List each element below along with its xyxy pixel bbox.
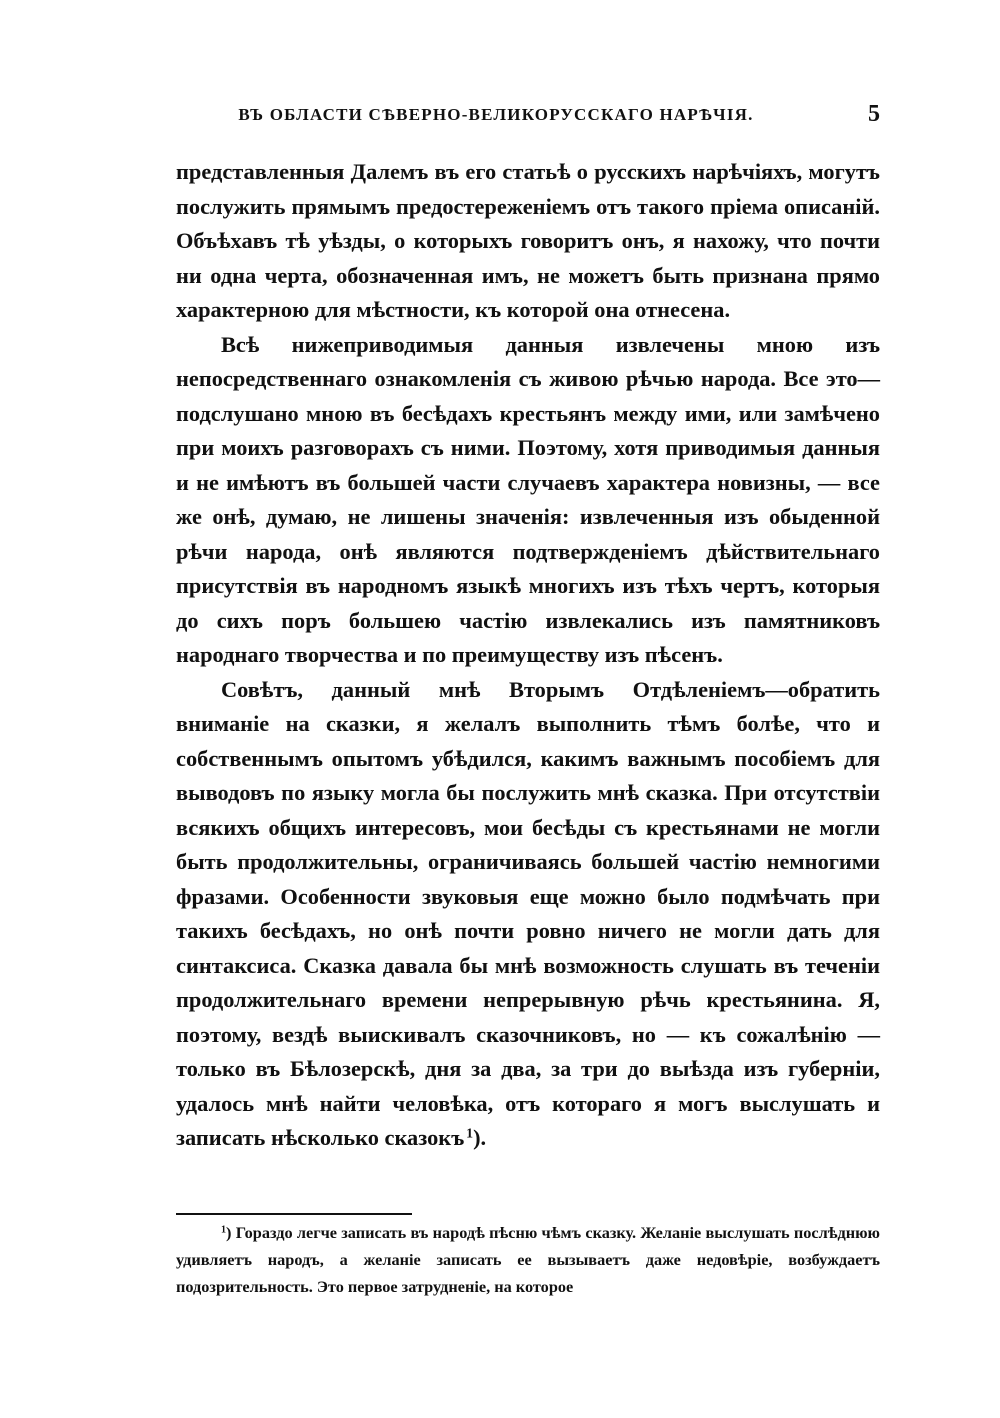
footnote-marker-close: ) — [226, 1223, 232, 1242]
page-number: 5 — [868, 101, 880, 127]
running-title: ВЪ ОБЛАСТИ СѢВЕРНО-ВЕЛИКОРУССКАГО НАРѢЧІЯ. — [238, 105, 754, 124]
footnote-marker: 1 — [221, 1224, 227, 1236]
footnote — [176, 1219, 880, 1300]
paragraph-3 — [176, 673, 880, 1156]
footnote-reference[interactable]: 1 — [466, 1126, 474, 1142]
footnote-text: Гораздо легче записать въ народѣ пѣсню чѣмъ сказку. Желаніе выслушать послѣднюю удивляетъ народъ, а желаніе записать ее вызываетъ даже недовѣріе, возбуждаетъ подозрительность. Это первое затрудненіе, на которое — [176, 1223, 880, 1296]
paragraph-3-tail: ). — [473, 1125, 487, 1150]
paragraph-3-text: Совѣтъ, данный мнѣ Вторымъ Отдѣленіемъ—обратить вниманіе на сказки, я желалъ выполнить тѣмъ болѣе, что и собственнымъ опытомъ убѣдился, какимъ важнымъ пособіемъ для выводовъ по языку могла бы послужить мнѣ сказка. При отсутствіи всякихъ общихъ интересовъ, мои бесѣды съ крестьянами не могли быть продолжительны, ограничиваясь большей частію немногими фразами. Особенности звуковыя еще можно было подмѣчать при такихъ бесѣдахъ, но онѣ почти ровно ничего не могли дать для синтаксиса. Сказка давала бы мнѣ возможность слушать въ теченіи продолжительнаго времени непрерывную рѣчь крестьянина. Я, поэтому, вездѣ выискивалъ сказочниковъ, но — къ сожалѣнію — только въ Бѣлозерскѣ, дня за два, за три до выѣзда изъ губерніи, удалось мнѣ найти человѣка, отъ котораго я могъ выслушать и записать нѣсколько сказокъ — [176, 676, 880, 1150]
footnote-divider — [176, 1213, 412, 1215]
paragraph-1: представленныя Далемъ въ его статьѣ о русскихъ нарѣчіяхъ, могутъ послужить прямымъ предостереженіемъ отъ такого пріема описаній. Объѣхавъ тѣ уѣзды, о которыхъ говоритъ онъ, я нахожу, что почти ни одна черта, обозначенная имъ, не можетъ быть признана прямо характерною для мѣстности, къ которой она отнесена. — [176, 159, 880, 322]
running-head — [176, 101, 880, 131]
paragraph-2: Всѣ нижеприводимыя данныя извлечены мною изъ непосредственнаго ознакомленія съ живою рѣчью народа. Все это—подслушано мною въ бесѣдахъ крестьянъ между ими, или замѣчено при моихъ разговорахъ съ ними. Поэтому, хотя приводимыя данныя и не имѣютъ въ большей части случаевъ характера новизны, — все же онѣ, думаю, не лишены значенія: извлеченныя изъ обыденной рѣчи народа, онѣ являются подтвержденіемъ дѣйствительнаго присутствія въ народномъ языкѣ многихъ изъ тѣхъ чертъ, которыя до сихъ поръ большею частію извлекались изъ памятниковъ народнаго творчества и по преимуществу изъ пѣсенъ. — [176, 331, 880, 667]
body-text — [176, 155, 880, 1156]
